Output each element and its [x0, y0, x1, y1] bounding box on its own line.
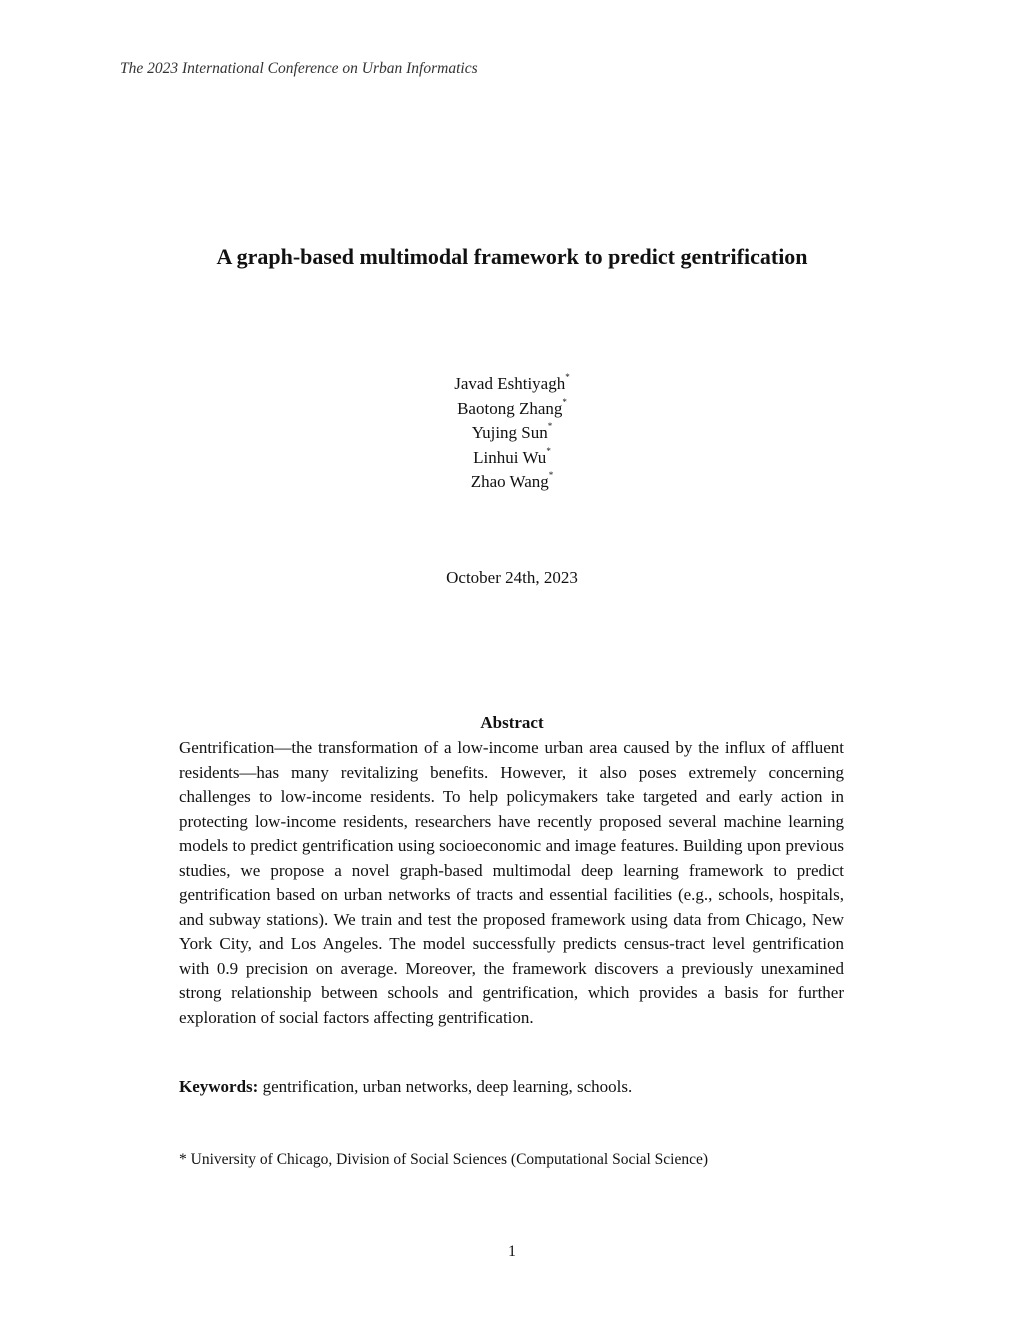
keywords-line — [179, 1077, 844, 1097]
author-name: Javad Eshtiyagh — [454, 374, 566, 393]
keywords-list: gentrification, urban networks, deep learning, schools. — [262, 1077, 633, 1096]
author-name: Baotong Zhang — [457, 398, 563, 418]
author-name: Zhao Wang — [470, 472, 549, 491]
abstract-body: Gentrification—the transformation of a low-income urban area caused by the influx of affluent residents—has many revitalizing benefits. However, it also poses extremely concerning challenges to low-income residents. To help policymakers take targeted and early action in protecting low-income residents, researchers have recently proposed several machine learning models to predict gentrification using socioeconomic and image features. Building upon previous studies, we propose a novel graph-based multimodal deep learning framework to predict gentrification based on urban networks of tracts and essential facilities (e.g., schools, hospitals, and subway stations). We train and test the proposed framework using data from Chicago, New York City, and Los Angeles. The model successfully predicts census-tract level gentrification with 0.9 precision on average. Moreover, the framework discovers a previously unexamined strong relationship between schools and gentrification, which provides a basis for further exploration of social factors affecting gentrification. — [179, 738, 844, 1027]
author-entry — [0, 470, 1024, 495]
author-entry — [0, 372, 1024, 397]
affiliation-footnote: * University of Chicago, Division of Social Sciences (Computational Social Science) — [179, 1151, 709, 1168]
affiliation-mark: * — [562, 396, 567, 407]
page-number: 1 — [508, 1243, 516, 1260]
author-entry — [0, 421, 1024, 446]
author-entry — [0, 397, 1024, 422]
affiliation-mark: * — [565, 372, 570, 383]
affiliation-mark: * — [548, 470, 554, 481]
running-header: The 2023 International Conference on Urban Informatics — [120, 60, 478, 77]
author-name: Yujing Sun — [471, 423, 548, 442]
paper-title: A graph-based multimodal framework to predict gentrification — [216, 244, 808, 269]
abstract-heading: Abstract — [480, 713, 544, 732]
keywords-label: Keywords: — [179, 1077, 259, 1096]
author-list — [0, 372, 1024, 495]
author-name: Linhui Wu — [473, 447, 547, 467]
affiliation-mark: * — [547, 421, 553, 432]
author-entry — [0, 446, 1024, 471]
affiliation-mark: * — [546, 445, 551, 456]
paper-date: October 24th, 2023 — [446, 568, 578, 587]
